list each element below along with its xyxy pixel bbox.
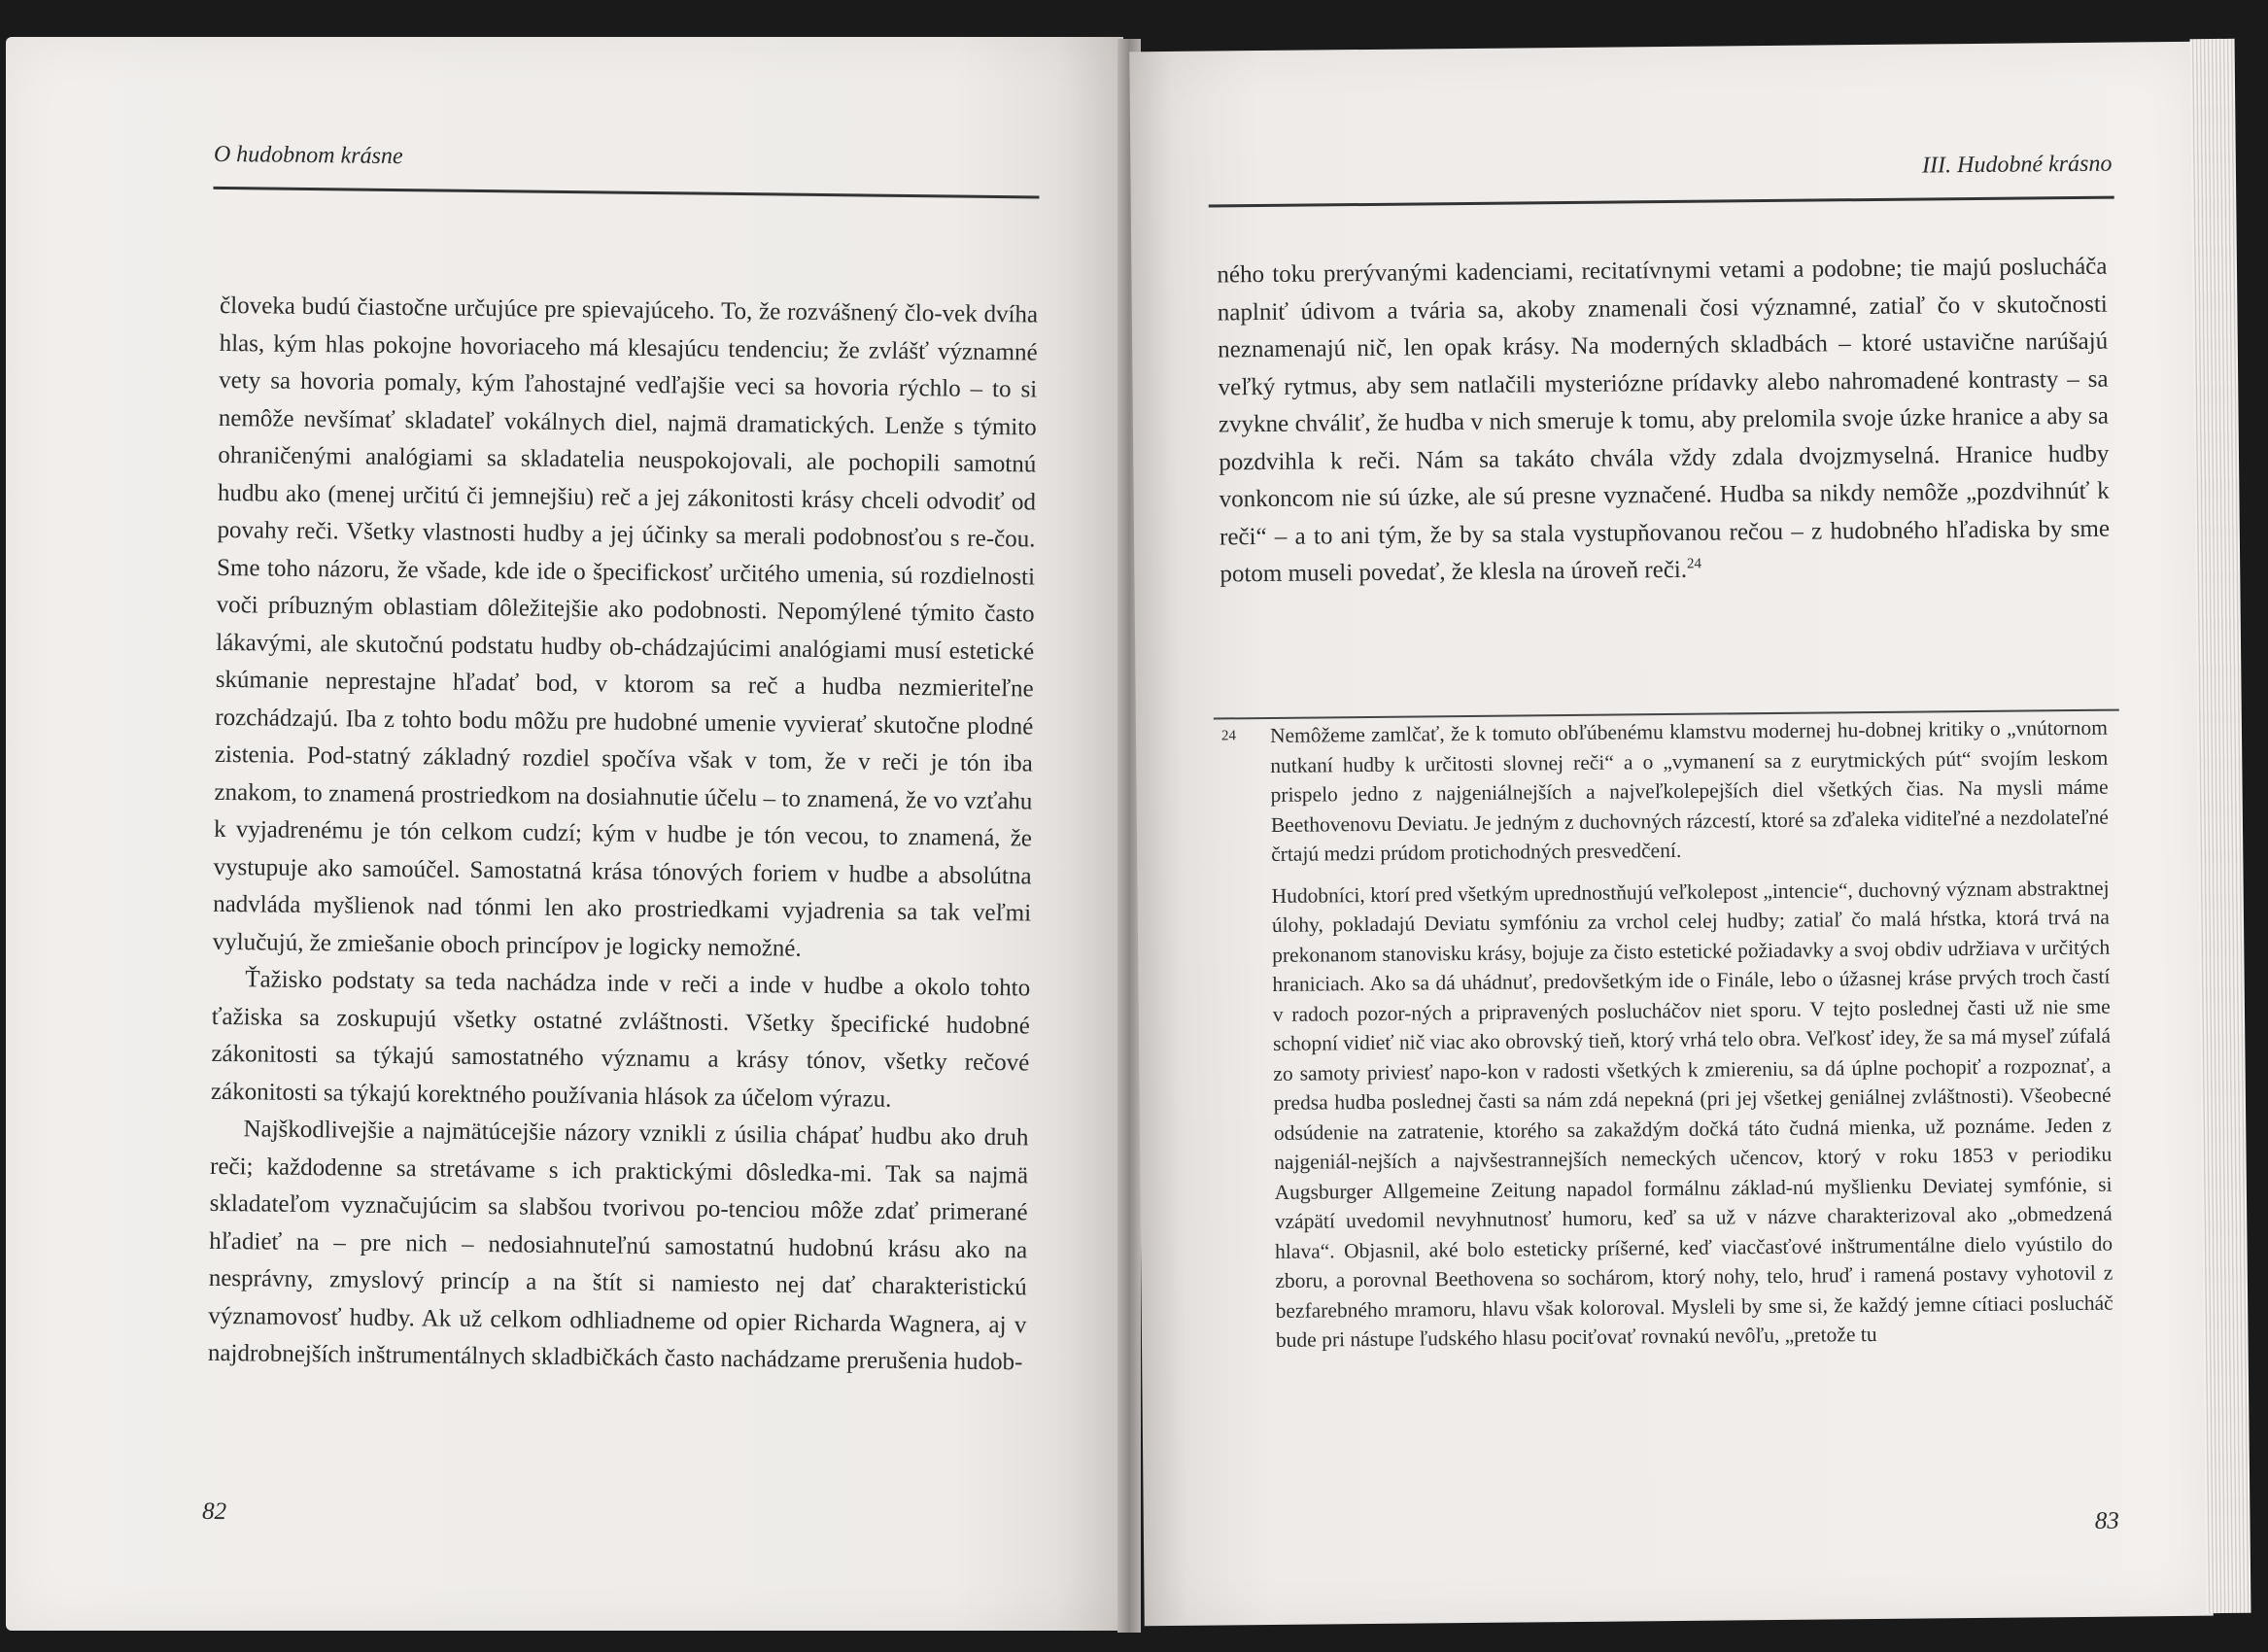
left-running-head: O hudobnom krásne <box>213 141 403 170</box>
right-body-text <box>1217 249 2110 594</box>
footnote-number: 24 <box>1220 728 1237 744</box>
left-body-text <box>208 288 1039 1382</box>
right-page-number: 83 <box>2094 1507 2119 1534</box>
left-paragraph-3: Najškodlivejšie a najmätúcejšie názory vznikli z úsilia chápať hudbu ako druh reči; každodenne sa stretávame s ich praktickými dôsledka-mi. Tak sa najmä skladateľom vyznačujúcim sa slabšou tvorivou po-tenciou môže zdať primerané hľadieť na – pre nich – nedosiahnuteľnú samostatnú hudobnú krásu ako na nesprávny, zmyslový princíp a na štít si namiesto nej dať charakteristickú významovosť hudby. Ak už celkom odhliadneme od opier Richarda Wagnera, aj v najdrobnejších inštrumentálnych skladbičkách často nachádzame prerušenia hudob- <box>207 1116 1029 1376</box>
right-paragraph <box>1217 249 2110 594</box>
left-paragraph-2: Ťažisko podstaty sa teda nachádza inde v reči a inde v hudbe a okolo tohto ťažiska sa zoskupujú všetky ostatné zvláštnosti. Všetky špecifické hudobné zákonitosti sa týkajú samostatného významu a krásy tónov, všetky rečové zákonitosti sa týkajú korektného používania hlások za účelom výrazu. <box>210 966 1031 1113</box>
footnote-text: Nemôžeme zamlčať, že k tomuto obľúbenému klamstvu modernej hu-dobnej kritiky o „vnútornom nutkaní hudby k určitosti slovnej reči“ a o „vymanení sa z eurytmických pút“ svojím leskom prispelo jedno z najgeniálnejších a najveľkolepejších diel všetkých čias. Na mysli máme Beethovenovu Deviatu. Je jedným z duchovných rázcestí, ktoré sa zďaleka viditeľné a nezdolateľné črtajú medzi prúdom protichodných presvedčení. <box>1269 715 2109 866</box>
left-page-number: 82 <box>201 1497 227 1526</box>
right-header-rule <box>1209 196 2114 208</box>
right-page <box>1129 42 2214 1626</box>
left-page <box>6 37 1123 1631</box>
footnote-continuation: Hudobníci, ktorí pred všetkým uprednostňujú veľkolepost „intencie“, duchovný význam abstraktnej úlohy, pokladajú Deviatu symfóniu za vrchol celej hudby; zatiaľ čo malá hŕstka, ktorá trvá na prekonanom stanovisku krásy, bojuje za čisto estetické požiadavky a svoj obdiv udržiava v určitých hraniciach. Ako sa dá uhádnuť, predovšetkým ide o Finále, lebo o úžasnej kráse prvých troch častí v radoch pozor-ných a pripravených poslucháčov niet sporu. V tejto poslednej časti už nie sme schopní vidieť nič viac ako obrovský tieň, ktorý vrhá telo obra. Veľkosť idey, že sa má myseľ zúfalá zo samoty priviesť napo-kon v radosti všetkých k zmiereniu, sa dá úplne pochopiť a rozpoznať, a predsa hudba poslednej časti sa nám zdá nepekná (pri jej všetkej geniálnej zvláštnosti). Všeobecné odsúdenie na zatratenie, ktorého sa zakaždým dočká táto čudná mienka, už poznáme. Jeden z najgeniál-nejších a najvšestrannejších nemeckých učencov, ktorý v roku 1853 v periodiku Augsburger Allgemeine Zeitung napadol formálnu základ-nú myšlienku Deviatej symfónie, si vzápätí uvedomil nevyhnutnosť humoru, keď sa už v názve charakterizoval ako „obmedzená hlava“. Objasnil, aké bolo esteticky príšerné, keď viacčasťové inštrumentálne dielo vyústilo do zboru, a porovnal Beethovena so sochárom, ktorý nohy, telo, hruď i ramená postavy vyhotovil z bezfarebného mramoru, hlavu však koloroval. Mysleli by sme si, že každý jemne cítiaci poslucháč bude pri nástupe ľudského hlasu pociťovať rovnakú nevôľu, „pretože tu <box>1271 876 2113 1352</box>
footnote <box>1221 713 2113 1356</box>
right-paragraph-text: ného toku prerývanými kadenciami, recitatívnymi vetami a podobne; tie majú poslucháča naplniť údivom a tvária sa, akoby znamenali čosi významné, zatiaľ čo v skutočnosti neznamenajú nič, len opak krásy. Na moderných skladbách – ktoré ustavične narúšajú veľký rytmus, aby sem natlačili mysteriózne prídavky alebo nahromadené kontrasty – sa zvykne chváliť, že hudba v nich smeruje k tomu, aby prelomila svoje úzke hranice a aby sa pozdvihla k reči. Nám sa takáto chvála vždy zdala dvojzmyselná. Hranice hudby vonkoncom nie sú úzke, ale sú presne vyznačené. Hudba sa nikdy nemôže „pozdvihnúť k reči“ – a to ani tým, že by sa stala vystupňovanou rečou – z hudobného hľadiska by sme potom museli povedať, že klesla na úroveň reči. <box>1217 253 2111 588</box>
right-running-head: III. Hudobné krásno <box>1921 151 2113 179</box>
left-header-rule <box>213 187 1039 199</box>
footnote-reference: 24 <box>1686 556 1702 572</box>
left-paragraph-1: človeka budú čiastočne určujúce pre spievajúceho. To, že rozvášnený člo-vek dvíha hlas, kým hlas pokojne hovoriaceho má klesajúcu tendenciu; že zvlášť významné vety sa hovoria pomaly, kým ľahostajné vedľajšie veci sa hovoria rýchlo – to si nemôže nevšímať skladateľ vokálnych diel, najmä dramatických. Lenže s týmito ohraničenými analógiami sa skladatelia neuspokojovali, ale pochopili samotnú hudbu ako (menej určitú či jemnejšiu) reč a jej zákonitosti krásy chceli odvodiť od povahy reči. Všetky vlastnosti hudby a jej účinky sa merali podobnosťou s re-čou. Sme toho názoru, že všade, kde ide o špecifickosť určitého umenia, sú rozdielnosti voči príbuzným oblastiam dôležitejšie ako podobnosti. Nepomýlené týmito často lákavými, ale skutočnú podstatu hudby ob-chádzajúcimi analógiami musí estetické skúmanie neprestajne hľadať bod, v ktorom sa reč a hudba nezmieriteľne rozchádzajú. Iba z tohto bodu môžu pre hudobné umenie vyvierať skutočne plodné zistenia. Pod-statný základný rozdiel spočíva však v tom, že v reči je tón iba znakom, to znamená prostriedkom na dosiahnutie účelu – to znamená, že vo vzťahu k vyjadrenému je tón celkom cudzí; kým v hudbe je tón vecou, to znamená, že vystupuje ako samoúčel. Samostatná krása tónových foriem v hudbe a absolútna nadvláda myšlienok nad tónmi len ako prostriedkami vyjadrenia sa tak veľmi vylučujú, že zmiešanie oboch princípov je logicky nemožné. <box>212 292 1039 962</box>
footnote-first-paragraph <box>1221 713 2109 870</box>
